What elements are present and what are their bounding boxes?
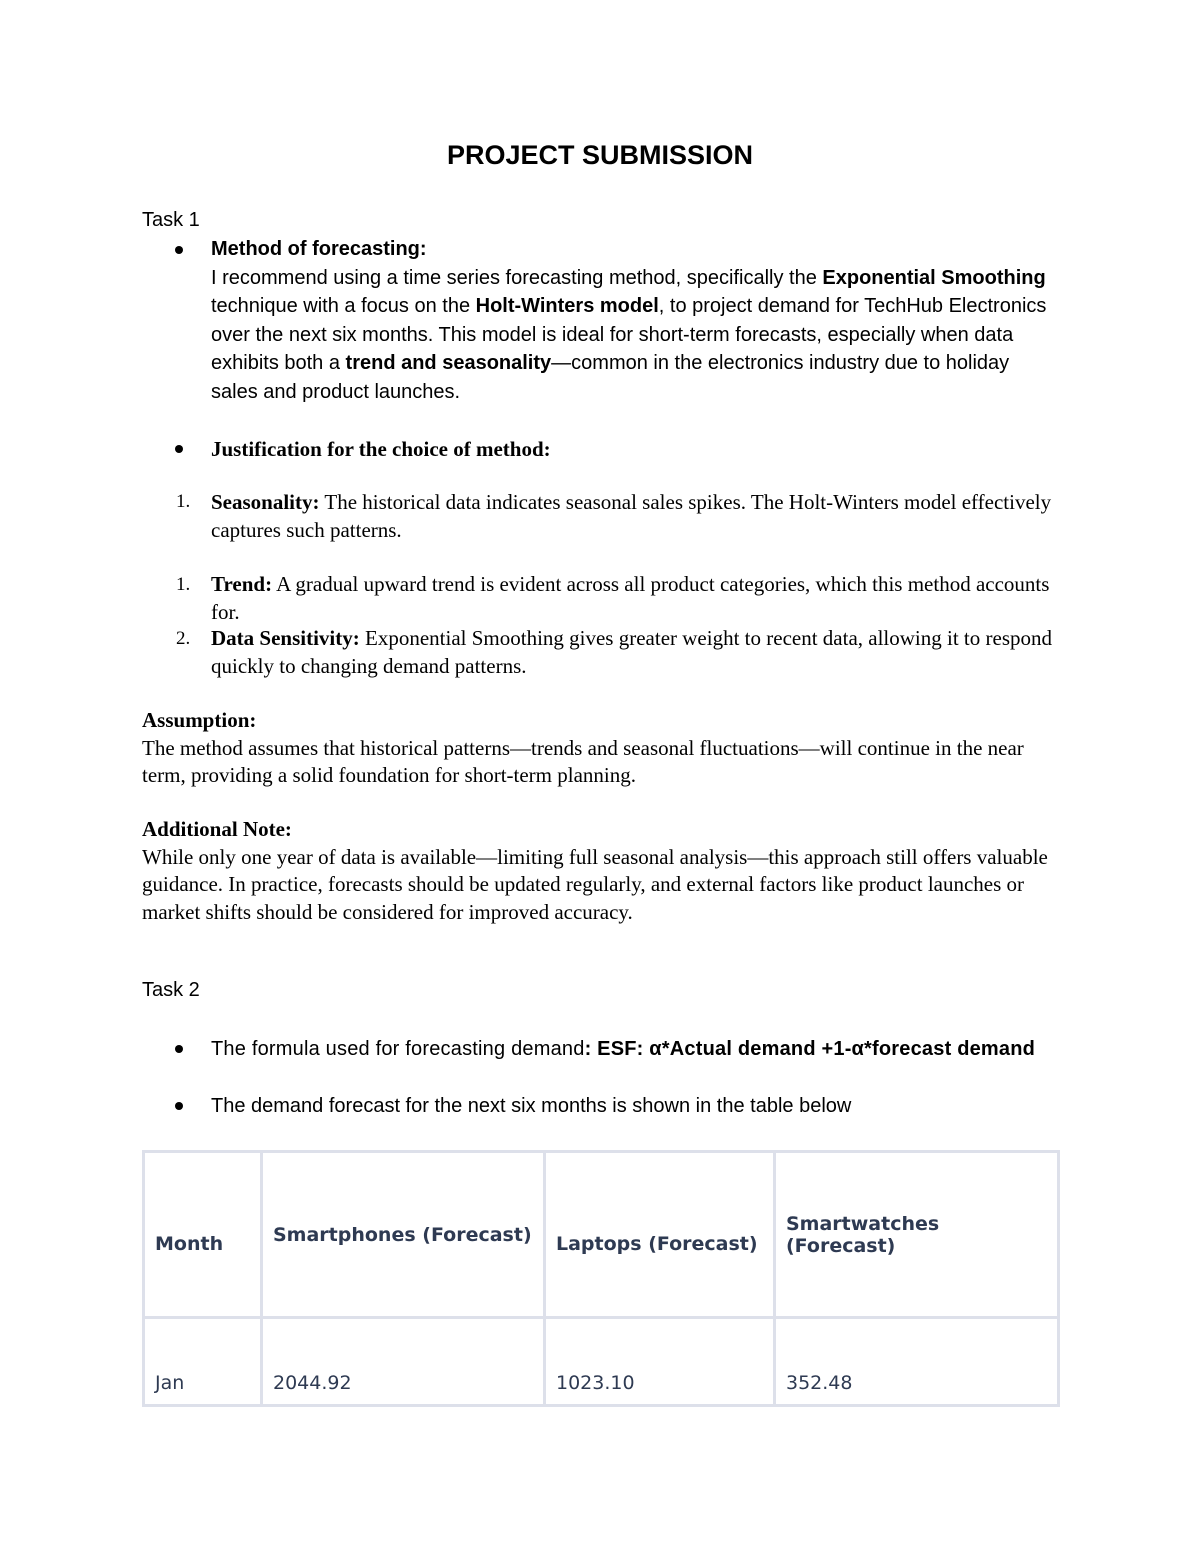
method-label: Method of forecasting:: [211, 238, 427, 260]
cell-smartphones: 2044.92: [262, 1318, 545, 1406]
list-number: 1.: [176, 491, 191, 512]
bullet-icon: [175, 246, 183, 254]
item-text: A gradual upward trend is evident across all product categories, which this method accounts for.: [211, 572, 1050, 624]
cell-month: Jan: [144, 1318, 262, 1406]
item-text: The historical data indicates seasonal sales spikes. The Holt-Winters model effectively captures such patterns.: [211, 490, 1052, 542]
assumption-label: Assumption:: [142, 708, 257, 732]
justification-item-data-sensitivity: [211, 625, 1061, 680]
list-number: 1.: [176, 574, 191, 595]
header-smartwatches: Smartwatches (Forecast): [775, 1152, 1059, 1318]
note-text: While only one year of data is available—limiting full seasonal analysis—this approach still offers valuable guidance. In practice, forecasts should be updated regularly, and external factors like product launches or market shifts should be considered for improved accuracy.: [142, 844, 1048, 924]
method-bold-1: Exponential Smoothing: [822, 266, 1046, 289]
header-month: Month: [144, 1152, 262, 1318]
note-label: Additional Note:: [142, 817, 292, 841]
header-smartphones: Smartphones (Forecast): [262, 1152, 545, 1318]
list-number: 2.: [176, 628, 191, 649]
table-intro: The demand forecast for the next six months is shown in the table below: [211, 1095, 852, 1117]
additional-note-section: [142, 816, 1062, 926]
bullet-icon: [175, 1102, 183, 1110]
bullet-icon: [175, 445, 183, 453]
method-bold-2: Holt-Winters model: [475, 295, 659, 317]
formula-bold: : ESF: α*Actual demand +1-α*forecast demand: [584, 1038, 1036, 1060]
page-title: PROJECT SUBMISSION: [446, 140, 754, 170]
justification-label: Justification for the choice of method:: [211, 437, 551, 461]
task2-heading: Task 2: [142, 979, 200, 1001]
table-header-row: [144, 1152, 1059, 1318]
justification-item-seasonality: [211, 489, 1061, 544]
method-text-3: , to project demand for TechHub Electronics over the next six months. This model is ideal for short-term forecasts, especially when data exhibits both a: [211, 295, 1047, 374]
assumption-text: The method assumes that historical patterns—trends and seasonal fluctuations—will continue in the near term, providing a solid foundation for short-term planning.: [142, 735, 1024, 787]
method-text-4: —common in the electronics industry due to holiday sales and product launches.: [211, 352, 1010, 403]
cell-smartwatches: 352.48: [775, 1318, 1059, 1406]
cell-laptops: 1023.10: [545, 1318, 775, 1406]
method-section: [211, 235, 1061, 406]
bullet-icon: [175, 1045, 183, 1053]
justification-item-trend: [211, 571, 1061, 626]
method-text-1: I recommend using a time series forecasting method, specifically the: [211, 266, 823, 289]
header-laptops: Laptops (Forecast): [545, 1152, 775, 1318]
forecast-table: [142, 1150, 1060, 1407]
table-row: [144, 1318, 1059, 1406]
task1-heading: Task 1: [142, 209, 200, 231]
assumption-section: [142, 707, 1062, 790]
formula-text: The formula used for forecasting demand: [211, 1038, 585, 1060]
method-text-2: technique with a focus on the: [211, 295, 476, 317]
formula-line: [211, 1035, 1061, 1064]
item-text: Exponential Smoothing gives greater weight to recent data, allowing it to respond quickly to changing demand patterns.: [211, 626, 1053, 678]
item-label: Seasonality:: [211, 490, 320, 514]
method-bold-3: trend and seasonality: [345, 352, 552, 374]
item-label: Data Sensitivity:: [211, 626, 360, 650]
item-label: Trend:: [211, 572, 273, 596]
